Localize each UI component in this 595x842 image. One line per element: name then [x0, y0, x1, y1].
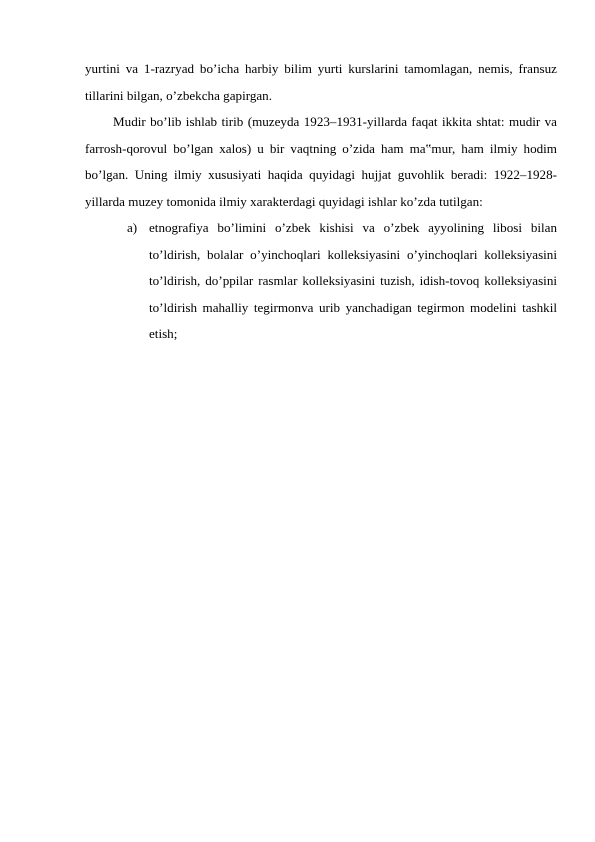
- paragraph-continued: yurtini va 1-razryad bo’icha harbiy bilim yurti kurslarini tamomlagan, nemis, fransuz tillarini bilgan, o’zbekcha gapirgan.: [85, 61, 557, 103]
- paragraph-museum-director: Mudir bo’lib ishlab tirib (muzeyda 1923–1931-yillarda faqat ikkita shtat: mudir va farrosh-qorovul bo’lgan xalos) u bir vaqtning o’zida ham ma‟mur, ham ilmiy hodim bo’lgan. Uning ilmiy xususiyati haqida quyidagi hujjat guvohlik beradi: 1922–1928-yillarda muzey tomonida ilmiy xarakterdagi quyidagi ishlar ko’zda tutilgan:: [85, 114, 557, 209]
- body-text: [85, 56, 557, 348]
- list-marker-a: a): [127, 220, 138, 235]
- list-text-a: etnografiya bo’limini o’zbek kishisi va o’zbek ayyolining libosi bilan to’ldirish, bolalar o’yinchoqlari kolleksiyasini o’yinchoqlari kolleksiyasini to’ldirish, do’ppilar rasmlar kolleksiyasini tuzish, idish-tovoq kolleksiyasini to’ldirish mahalliy tegirmonva urib yanchadigan tegirmon modelini tashkil etish;: [149, 220, 557, 341]
- list-item-a: [85, 215, 557, 348]
